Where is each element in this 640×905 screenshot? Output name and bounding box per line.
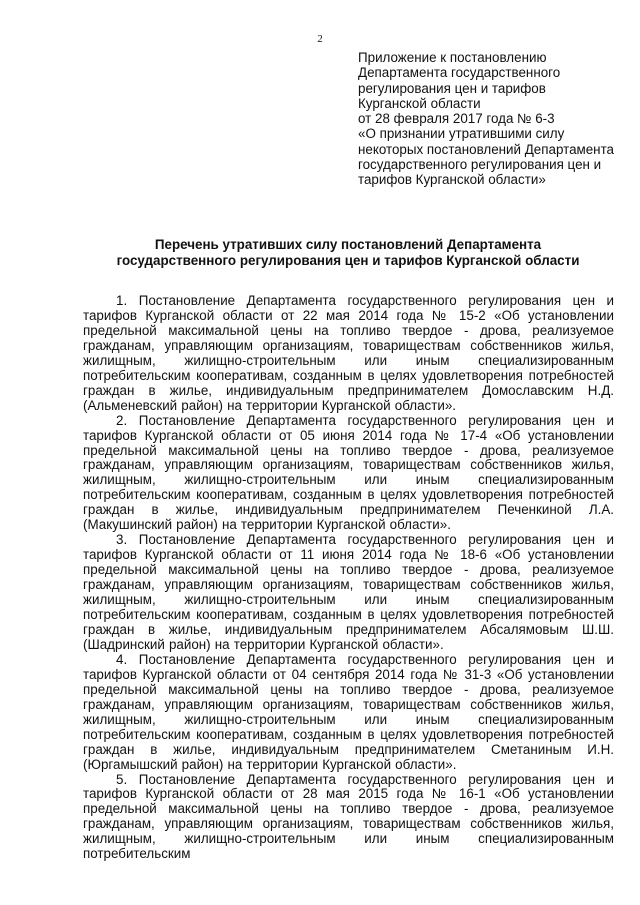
list-item: 2. Постановление Департамента государственного регулирования цен и тарифов Курганской области от 05 июня 2014 года № 17-4 «Об установлении предельной максимальной цены на топливо твердое - дрова, реализуемое гражданам, управляющим организациям, товариществам собственников жилья, жилищным, жилищно-строительным или иным специализированным потребительским кооперативам, созданным в целях удовлетворения потребностей граждан в жилье, индивидуальным предпринимателем Печенкиной Л.А. (Макушинский район) на территории Курганской области».	[83, 412, 614, 533]
appendix-header	[358, 50, 630, 188]
appendix-line: регулирования цен и тарифов	[358, 80, 546, 96]
appendix-line: государственного регулирования цен и	[358, 157, 602, 173]
list-item: 3. Постановление Департамента государственного регулирования цен и тарифов Курганской области от 11 июня 2014 года № 18-6 «Об установлении предельной максимальной цены на топливо твердое - дрова, реализуемое гражданам, управляющим организациям, товариществам собственников жилья, жилищным, жилищно-строительным или иным специализированным потребительским кооперативам, созданным в целях удовлетворения потребностей граждан в жилье, индивидуальным предпринимателем Абсалямовым Ш.Ш. (Шадринский район) на территории Курганской области».	[83, 532, 614, 652]
title-line: государственного регулирования цен и тарифов Курганской области	[116, 252, 580, 268]
page-number: 2	[317, 33, 323, 45]
appendix-line: Приложение к постановлению	[358, 50, 547, 65]
list-item: 5. Постановление Департамента государственного регулирования цен и тарифов Курганской области от 28 мая 2015 года № 16-1 «Об установлении предельной максимальной цены на топливо твердое - дрова, реализуемое гражданам, управляющим организациям, товариществам собственников жилья, жилищным, жилищно-строительным или иным специализированным потребительским	[83, 771, 614, 862]
appendix-line: тарифов Курганской области»	[358, 172, 546, 188]
list-item: 4. Постановление Департамента государственного регулирования цен и тарифов Курганской области от 04 сентября 2014 года № 31-3 «Об установлении предельной максимальной цены на топливо твердое - дрова, реализуемое гражданам, управляющим организациям, товариществам собственников жилья, жилищным, жилищно-строительным или иным специализированным потребительским кооперативам, созданным в целях удовлетворения потребностей граждан в жилье, индивидуальным предпринимателем Сметаниным И.Н. (Юргамышский район) на территории Курганской области».	[83, 651, 614, 772]
list-item: 1. Постановление Департамента государственного регулирования цен и тарифов Курганской области от 22 мая 2014 года № 15-2 «Об установлении предельной максимальной цены на топливо твердое - дрова, реализуемое гражданам, управляющим организациям, товариществам собственников жилья, жилищным, жилищно-строительным или иным специализированным потребительским кооперативам, созданным в целях удовлетворения потребностей граждан в жилье, индивидуальным предпринимателем Домославским Н.Д. (Альменевский район) на территории Курганской области».	[83, 293, 614, 413]
appendix-line: Департамента государственного	[358, 65, 561, 81]
appendix-line: некоторых постановлений Департамента	[358, 141, 615, 157]
title-line: Перечень утративших силу постановлений Департамента	[154, 237, 542, 252]
appendix-line: «О признании утратившими силу	[358, 126, 565, 142]
document-title	[60, 237, 636, 268]
document-body	[83, 294, 614, 862]
appendix-line: Курганской области	[358, 95, 481, 111]
appendix-line: от 28 февраля 2017 года № 6-3	[358, 111, 555, 127]
